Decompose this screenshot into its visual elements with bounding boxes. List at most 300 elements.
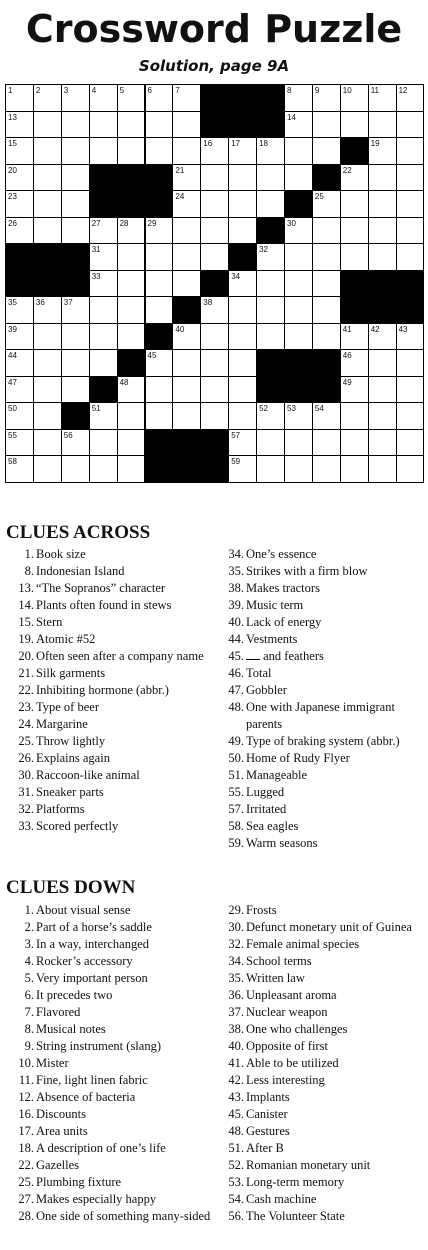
grid-cell[interactable] (172, 137, 201, 165)
black-square (89, 190, 118, 218)
grid-cell[interactable] (284, 111, 313, 139)
clue-text: One’s essence (246, 547, 317, 561)
grid-cell[interactable] (256, 243, 285, 271)
grid-cell[interactable] (340, 84, 369, 112)
grid-cell[interactable] (396, 190, 425, 218)
grid-cell[interactable] (5, 217, 34, 245)
grid-cell[interactable] (5, 164, 34, 192)
clue-item (8, 801, 213, 818)
grid-cell[interactable] (33, 349, 62, 377)
grid-cell[interactable] (117, 429, 146, 457)
clue-number: 23 (8, 192, 17, 201)
clue-item (218, 1055, 423, 1072)
grid-cell[interactable] (312, 111, 341, 139)
grid-cell[interactable] (61, 376, 90, 404)
clue-number: 55. (228, 785, 244, 799)
black-square (117, 190, 146, 218)
clue-text: Defunct monetary unit of Guinea (246, 920, 412, 934)
grid-cell[interactable] (5, 296, 34, 324)
grid-cell[interactable] (368, 429, 397, 457)
clue-number: 46. (228, 666, 244, 680)
clue-number: 21 (175, 165, 185, 175)
grid-cell[interactable] (145, 376, 174, 404)
grid-cell[interactable] (33, 323, 62, 351)
clue-item (8, 716, 213, 733)
clue-text: Platforms (36, 802, 85, 816)
clue-item (218, 546, 423, 563)
clue-number: 48. (228, 1124, 244, 1138)
grid-cell[interactable] (368, 323, 397, 351)
grid-cell[interactable] (228, 164, 257, 192)
clue-number: 3 (63, 86, 69, 95)
grid-cell[interactable] (89, 323, 118, 351)
grid-cell[interactable] (228, 323, 257, 351)
clue-text: Fine, light linen fabric (36, 1073, 148, 1087)
grid-cell[interactable] (145, 349, 174, 377)
grid-cell[interactable] (117, 243, 146, 271)
black-square (396, 296, 425, 324)
black-square (368, 296, 397, 324)
grid-cell[interactable] (145, 84, 174, 112)
grid-cell[interactable] (340, 190, 369, 218)
clue-number: 10 (342, 86, 352, 95)
grid-cell[interactable] (284, 270, 313, 298)
grid-cell[interactable] (172, 190, 201, 218)
grid-cell[interactable] (61, 217, 90, 245)
clue-text: Atomic #52 (36, 632, 96, 646)
grid-cell[interactable] (340, 429, 369, 457)
grid-cell[interactable] (368, 190, 397, 218)
grid-cell[interactable] (284, 137, 313, 165)
clue-item (8, 614, 213, 631)
page-title: Crossword Puzzle (25, 7, 403, 51)
clue-number: 4. (24, 954, 34, 968)
black-square (228, 84, 257, 112)
grid-cell[interactable] (228, 296, 257, 324)
clue-number: 27. (18, 1192, 34, 1206)
grid-cell[interactable] (145, 402, 174, 430)
grid-cell[interactable] (200, 164, 229, 192)
clue-number: 41. (228, 1056, 244, 1070)
grid-cell[interactable] (172, 349, 201, 377)
grid-cell[interactable] (256, 137, 285, 165)
black-square (145, 323, 174, 351)
clue-text: Lugged (246, 785, 285, 799)
clue-text: Makes tractors (246, 581, 320, 595)
grid-cell[interactable] (61, 296, 90, 324)
grid-cell[interactable] (145, 217, 174, 245)
grid-cell[interactable] (61, 190, 90, 218)
clue-item (8, 1055, 213, 1072)
black-square (200, 455, 229, 483)
grid-cell[interactable] (340, 164, 369, 192)
grid-cell[interactable] (145, 111, 174, 139)
clue-text: Makes especially happy (36, 1192, 157, 1206)
clues-across-heading: CLUES ACROSS (6, 522, 151, 543)
black-square (312, 164, 341, 192)
grid-cell[interactable] (200, 402, 229, 430)
grid-cell[interactable] (61, 455, 90, 483)
clue-text: Part of a horse’s saddle (36, 920, 152, 934)
clue-number: 27 (91, 218, 101, 228)
grid-cell[interactable] (172, 376, 201, 404)
grid-cell[interactable] (145, 296, 174, 324)
grid-cell[interactable] (89, 111, 118, 139)
clue-number: 53. (228, 1175, 244, 1189)
grid-cell[interactable] (89, 84, 118, 112)
clue-text: Gestures (246, 1124, 290, 1138)
grid-cell[interactable] (117, 111, 146, 139)
grid-cell[interactable] (5, 402, 34, 430)
grid-cell[interactable] (5, 190, 34, 218)
clue-number: 32. (228, 937, 244, 951)
black-square (256, 84, 285, 112)
grid-cell[interactable] (89, 429, 118, 457)
clue-item (8, 733, 213, 750)
grid-cell[interactable] (33, 402, 62, 430)
clue-number: 39 (8, 324, 17, 334)
grid-cell[interactable] (284, 402, 313, 430)
grid-cell[interactable] (340, 349, 369, 377)
grid-cell[interactable] (340, 243, 369, 271)
clue-number: 29. (228, 903, 244, 917)
grid-cell[interactable] (172, 111, 201, 139)
grid-cell[interactable] (89, 296, 118, 324)
clue-item (8, 1021, 213, 1038)
grid-cell[interactable] (89, 455, 118, 483)
clue-number: 16 (203, 139, 213, 148)
clue-number: 34 (231, 271, 241, 281)
grid-cell[interactable] (200, 137, 229, 165)
grid-cell[interactable] (228, 376, 257, 404)
clue-text: Rocker’s accessory (36, 954, 133, 968)
black-square (145, 455, 174, 483)
grid-cell[interactable] (200, 243, 229, 271)
grid-cell[interactable] (33, 84, 62, 112)
clue-number: 59 (231, 457, 241, 466)
clue-text: Romanian monetary unit (246, 1158, 371, 1172)
grid-cell[interactable] (145, 270, 174, 298)
clue-item (8, 987, 213, 1004)
clue-item (8, 648, 213, 665)
clue-number: 13 (8, 112, 17, 122)
solution-reference: Solution, page 9A (138, 57, 290, 75)
grid-cell[interactable] (5, 429, 34, 457)
clue-text: Silk garments (36, 666, 106, 680)
grid-cell[interactable] (61, 111, 90, 139)
grid-cell[interactable] (396, 111, 425, 139)
black-square (312, 349, 341, 377)
clue-text: Raccoon-like animal (36, 768, 140, 782)
grid-cell[interactable] (396, 402, 425, 430)
clue-item (8, 750, 213, 767)
grid-cell[interactable] (228, 137, 257, 165)
clue-number: 15. (18, 615, 34, 629)
grid-cell[interactable] (256, 164, 285, 192)
clue-number: 57 (231, 430, 241, 440)
clue-text: Flavored (36, 1005, 81, 1019)
black-square (340, 296, 369, 324)
grid-cell[interactable] (284, 455, 313, 483)
clue-text: Female animal species (246, 937, 360, 951)
grid-cell[interactable] (396, 455, 425, 483)
clue-text: After B (246, 1141, 284, 1155)
grid-cell[interactable] (284, 323, 313, 351)
clue-number: 39. (228, 598, 244, 612)
grid-cell[interactable] (368, 402, 397, 430)
black-square (368, 270, 397, 298)
black-square (284, 190, 313, 218)
grid-cell[interactable] (5, 376, 34, 404)
grid-cell[interactable] (312, 243, 341, 271)
grid-cell[interactable] (396, 429, 425, 457)
grid-cell[interactable] (89, 349, 118, 377)
clue-number: 11. (18, 1073, 34, 1087)
grid-cell[interactable] (172, 270, 201, 298)
grid-cell[interactable] (89, 217, 118, 245)
grid-cell[interactable] (117, 296, 146, 324)
black-square (284, 376, 313, 404)
clue-text: About visual sense (36, 903, 131, 917)
grid-cell[interactable] (312, 217, 341, 245)
clue-text: The Volunteer State (246, 1209, 345, 1223)
clue-number: 52. (228, 1158, 244, 1172)
grid-cell[interactable] (284, 296, 313, 324)
clue-text: Able to be utilized (246, 1056, 339, 1070)
grid-cell[interactable] (312, 455, 341, 483)
grid-cell[interactable] (172, 84, 201, 112)
grid-cell[interactable] (200, 323, 229, 351)
grid-cell[interactable] (172, 217, 201, 245)
grid-cell[interactable] (117, 84, 146, 112)
grid-cell[interactable] (228, 455, 257, 483)
clue-item (218, 580, 423, 597)
grid-cell[interactable] (256, 190, 285, 218)
grid-cell[interactable] (5, 323, 34, 351)
clue-text: Less interesting (246, 1073, 325, 1087)
grid-cell[interactable] (228, 429, 257, 457)
clue-item (218, 1072, 423, 1089)
black-square (33, 270, 62, 298)
grid-cell[interactable] (396, 323, 425, 351)
clue-number: 17. (18, 1124, 34, 1138)
grid-cell[interactable] (368, 376, 397, 404)
black-square (89, 164, 118, 192)
grid-cell[interactable] (33, 455, 62, 483)
grid-cell[interactable] (284, 164, 313, 192)
grid-cell[interactable] (200, 349, 229, 377)
clue-text: Music term (246, 598, 304, 612)
grid-cell[interactable] (172, 402, 201, 430)
grid-cell[interactable] (368, 455, 397, 483)
clue-text: Strikes with a firm blow (246, 564, 368, 578)
grid-cell[interactable] (117, 376, 146, 404)
clue-item (218, 801, 423, 818)
grid-cell[interactable] (396, 376, 425, 404)
grid-cell[interactable] (33, 376, 62, 404)
grid-cell[interactable] (256, 270, 285, 298)
grid-cell[interactable] (5, 137, 34, 165)
grid-cell[interactable] (172, 164, 201, 192)
grid-cell[interactable] (5, 84, 34, 112)
clue-number: 24. (18, 717, 34, 731)
grid-cell[interactable] (312, 323, 341, 351)
clue-number: 22 (342, 165, 352, 175)
grid-cell[interactable] (117, 217, 146, 245)
grid-cell[interactable] (368, 84, 397, 112)
grid-cell[interactable] (312, 137, 341, 165)
grid-cell[interactable] (5, 455, 34, 483)
clues-down-right-column (218, 902, 423, 1225)
clue-number: 5. (24, 971, 34, 985)
clue-number: 25. (18, 734, 34, 748)
grid-cell[interactable] (200, 376, 229, 404)
clue-item (218, 614, 423, 631)
clue-number: 12 (398, 86, 408, 95)
grid-cell[interactable] (61, 349, 90, 377)
grid-cell[interactable] (256, 296, 285, 324)
grid-cell[interactable] (228, 349, 257, 377)
grid-cell[interactable] (312, 84, 341, 112)
clue-text: Type of beer (36, 700, 99, 714)
clue-number: 50 (8, 404, 17, 413)
clue-number: 45. (228, 1107, 244, 1121)
grid-cell[interactable] (396, 84, 425, 112)
grid-cell[interactable] (396, 243, 425, 271)
clue-number: 25. (18, 1175, 34, 1189)
grid-cell[interactable] (312, 296, 341, 324)
clue-text: Plants often found in stews (36, 598, 172, 612)
black-square (172, 429, 201, 457)
grid-cell[interactable] (228, 217, 257, 245)
grid-cell[interactable] (5, 349, 34, 377)
grid-cell[interactable] (172, 323, 201, 351)
grid-cell[interactable] (33, 164, 62, 192)
grid-cell[interactable] (117, 270, 146, 298)
clue-number: 57. (228, 802, 244, 816)
grid-cell[interactable] (200, 217, 229, 245)
grid-cell[interactable] (312, 190, 341, 218)
grid-cell[interactable] (33, 217, 62, 245)
grid-cell[interactable] (256, 429, 285, 457)
grid-cell[interactable] (89, 137, 118, 165)
grid-cell[interactable] (145, 243, 174, 271)
clue-number: 54 (314, 404, 324, 413)
grid-cell[interactable] (368, 137, 397, 165)
grid-cell[interactable] (396, 349, 425, 377)
grid-cell[interactable] (200, 190, 229, 218)
grid-cell[interactable] (33, 137, 62, 165)
grid-cell[interactable] (340, 402, 369, 430)
clue-number: 6 (147, 86, 152, 95)
grid-cell[interactable] (396, 137, 425, 165)
grid-cell[interactable] (145, 137, 174, 165)
grid-cell[interactable] (117, 137, 146, 165)
grid-cell[interactable] (117, 455, 146, 483)
grid-cell[interactable] (61, 84, 90, 112)
grid-cell[interactable] (312, 402, 341, 430)
clue-item (8, 1072, 213, 1089)
grid-cell[interactable] (256, 323, 285, 351)
grid-cell[interactable] (284, 217, 313, 245)
grid-cell[interactable] (89, 243, 118, 271)
grid-cell[interactable] (312, 270, 341, 298)
grid-cell[interactable] (61, 137, 90, 165)
clues-across-left-column (8, 546, 213, 835)
grid-cell[interactable] (368, 217, 397, 245)
clue-item (218, 631, 423, 648)
clue-item (8, 818, 213, 835)
grid-cell[interactable] (172, 243, 201, 271)
clue-number: 11 (370, 86, 379, 95)
clues-down-heading: CLUES DOWN (6, 877, 136, 898)
grid-cell[interactable] (256, 455, 285, 483)
grid-cell[interactable] (61, 429, 90, 457)
grid-cell[interactable] (368, 164, 397, 192)
grid-cell[interactable] (340, 323, 369, 351)
clue-text: Throw lightly (36, 734, 106, 748)
clue-number: 22. (18, 683, 34, 697)
clue-number: 56. (228, 1209, 244, 1223)
black-square (256, 217, 285, 245)
black-square (145, 429, 174, 457)
grid-cell[interactable] (340, 455, 369, 483)
grid-cell[interactable] (33, 296, 62, 324)
grid-cell[interactable] (89, 402, 118, 430)
clue-number: 12. (18, 1090, 34, 1104)
black-square (228, 111, 257, 139)
clue-number: 6. (24, 988, 34, 1002)
grid-cell[interactable] (61, 164, 90, 192)
grid-cell[interactable] (368, 243, 397, 271)
grid-cell[interactable] (340, 111, 369, 139)
grid-cell[interactable] (368, 111, 397, 139)
clue-number: 30. (18, 768, 34, 782)
grid-cell[interactable] (312, 429, 341, 457)
clue-number: 35. (228, 564, 244, 578)
grid-cell[interactable] (228, 270, 257, 298)
clue-text: and feathers (260, 649, 324, 663)
clue-text: Sea eagles (246, 819, 299, 833)
grid-cell[interactable] (33, 111, 62, 139)
grid-cell[interactable] (396, 164, 425, 192)
grid-cell[interactable] (33, 429, 62, 457)
grid-cell[interactable] (5, 111, 34, 139)
clue-item (218, 665, 423, 682)
clue-item (218, 902, 423, 919)
grid-cell[interactable] (284, 84, 313, 112)
grid-cell[interactable] (228, 402, 257, 430)
grid-cell[interactable] (284, 429, 313, 457)
grid-cell[interactable] (117, 323, 146, 351)
grid-cell[interactable] (228, 190, 257, 218)
clue-text: Frosts (246, 903, 277, 917)
grid-cell[interactable] (396, 217, 425, 245)
clue-number: 22. (18, 1158, 34, 1172)
grid-cell[interactable] (117, 402, 146, 430)
grid-cell[interactable] (89, 270, 118, 298)
grid-cell[interactable] (284, 243, 313, 271)
clue-number: 5 (119, 86, 125, 95)
grid-cell[interactable] (61, 323, 90, 351)
grid-cell[interactable] (340, 217, 369, 245)
clue-number: 15 (8, 139, 17, 148)
grid-cell[interactable] (368, 349, 397, 377)
grid-cell[interactable] (256, 402, 285, 430)
grid-cell[interactable] (340, 376, 369, 404)
grid-cell[interactable] (200, 296, 229, 324)
grid-cell[interactable] (33, 190, 62, 218)
